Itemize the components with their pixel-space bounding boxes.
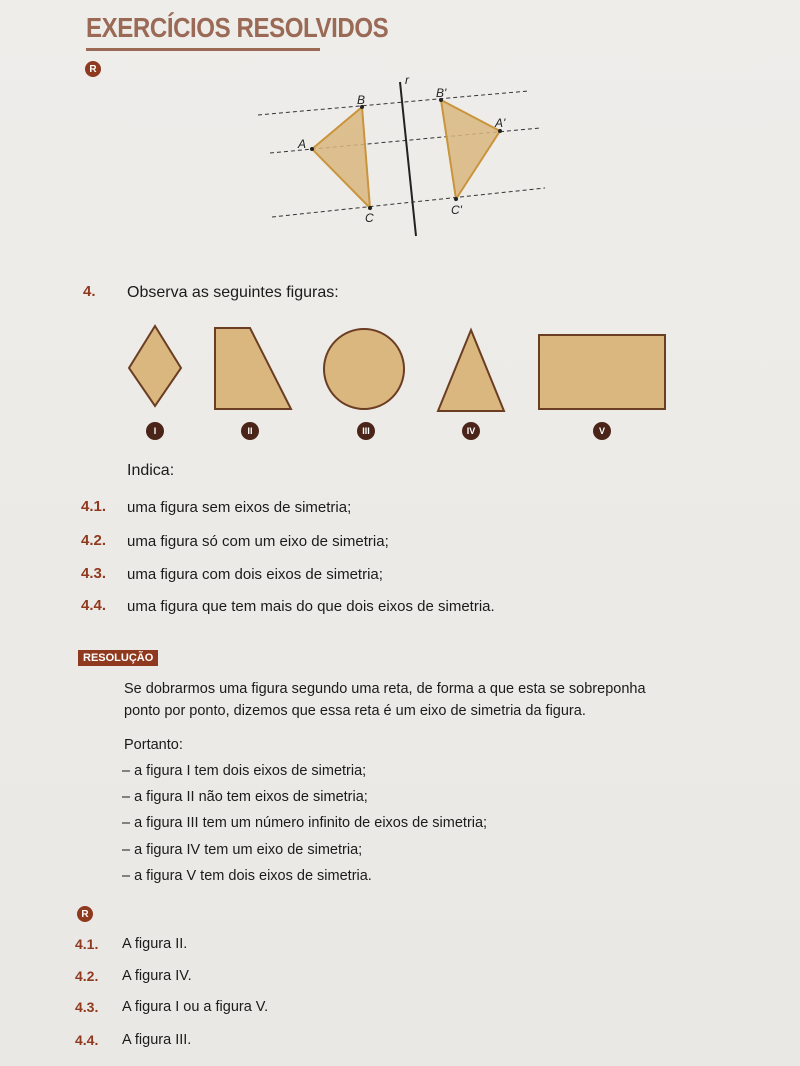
answers-badge: R xyxy=(77,906,93,922)
resolution-paragraph-line2: ponto por ponto, dizemos que essa reta é um eixo de simetria da figura. xyxy=(124,703,586,719)
label-b-prime: B' xyxy=(436,86,447,100)
resolution-point: – a figura III tem um número infinito de eixos de simetria; xyxy=(122,815,488,831)
reflection-diagram xyxy=(0,70,800,320)
title-underline xyxy=(86,48,320,51)
answer-text: A figura III. xyxy=(122,1032,192,1048)
r-badge: R xyxy=(85,61,101,77)
resolution-badge: RESOLUÇÃO xyxy=(78,650,158,666)
exercise-prompt: Observa as seguintes figuras: xyxy=(127,284,339,301)
answer-number: 4.1. xyxy=(75,936,99,952)
label-a-prime: A' xyxy=(495,116,506,130)
resolution-paragraph-line1: Se dobrarmos uma figura segundo uma reta, de forma a que esta se sobreponha xyxy=(124,681,646,697)
exercise-number: 4. xyxy=(83,283,96,300)
figure-label-3: III xyxy=(362,426,370,436)
label-c: C xyxy=(365,211,374,225)
answer-text: A figura II. xyxy=(122,936,188,952)
figures-row xyxy=(0,318,800,448)
figure-label-1: I xyxy=(153,426,157,436)
indica-label: Indica: xyxy=(127,462,175,479)
figure-circle xyxy=(324,329,404,409)
triangle-abc-image xyxy=(441,100,500,199)
figure-triangle xyxy=(438,330,504,411)
answer-number: 4.3. xyxy=(75,999,99,1015)
answer-text: A figura I ou a figura V. xyxy=(122,999,269,1015)
label-a: A xyxy=(298,137,307,151)
answer-number: 4.4. xyxy=(75,1032,99,1048)
item-text: uma figura só com um eixo de simetria; xyxy=(127,533,389,550)
triangle-abc xyxy=(312,107,370,208)
label-b: B xyxy=(357,93,366,107)
label-r: r xyxy=(405,73,409,87)
figure-rhombus xyxy=(129,326,181,406)
item-number: 4.3. xyxy=(81,565,107,582)
resolution-point: – a figura II não tem eixos de simetria; xyxy=(122,789,368,805)
item-number: 4.2. xyxy=(81,532,107,549)
resolution-point: – a figura IV tem um eixo de simetria; xyxy=(122,842,363,858)
portanto-label: Portanto: xyxy=(124,737,183,753)
resolution-point: – a figura I tem dois eixos de simetria; xyxy=(122,763,367,779)
item-text: uma figura com dois eixos de simetria; xyxy=(127,566,383,583)
figure-rectangle xyxy=(539,335,665,409)
figure-label-2: II xyxy=(247,426,253,436)
label-c-prime: C' xyxy=(451,203,462,217)
page-title: EXERCÍCIOS RESOLVIDOS xyxy=(86,12,389,43)
figure-trapezoid xyxy=(215,328,291,409)
item-number: 4.4. xyxy=(81,597,107,614)
answer-number: 4.2. xyxy=(75,968,99,984)
figure-label-4: IV xyxy=(466,426,476,436)
item-text: uma figura que tem mais do que dois eixos de simetria. xyxy=(127,598,495,615)
figure-label-5: V xyxy=(598,426,606,436)
item-number: 4.1. xyxy=(81,498,107,515)
line-r xyxy=(400,82,416,236)
item-text: uma figura sem eixos de simetria; xyxy=(127,499,352,516)
answer-text: A figura IV. xyxy=(122,968,192,984)
resolution-point: – a figura V tem dois eixos de simetria. xyxy=(122,868,372,884)
